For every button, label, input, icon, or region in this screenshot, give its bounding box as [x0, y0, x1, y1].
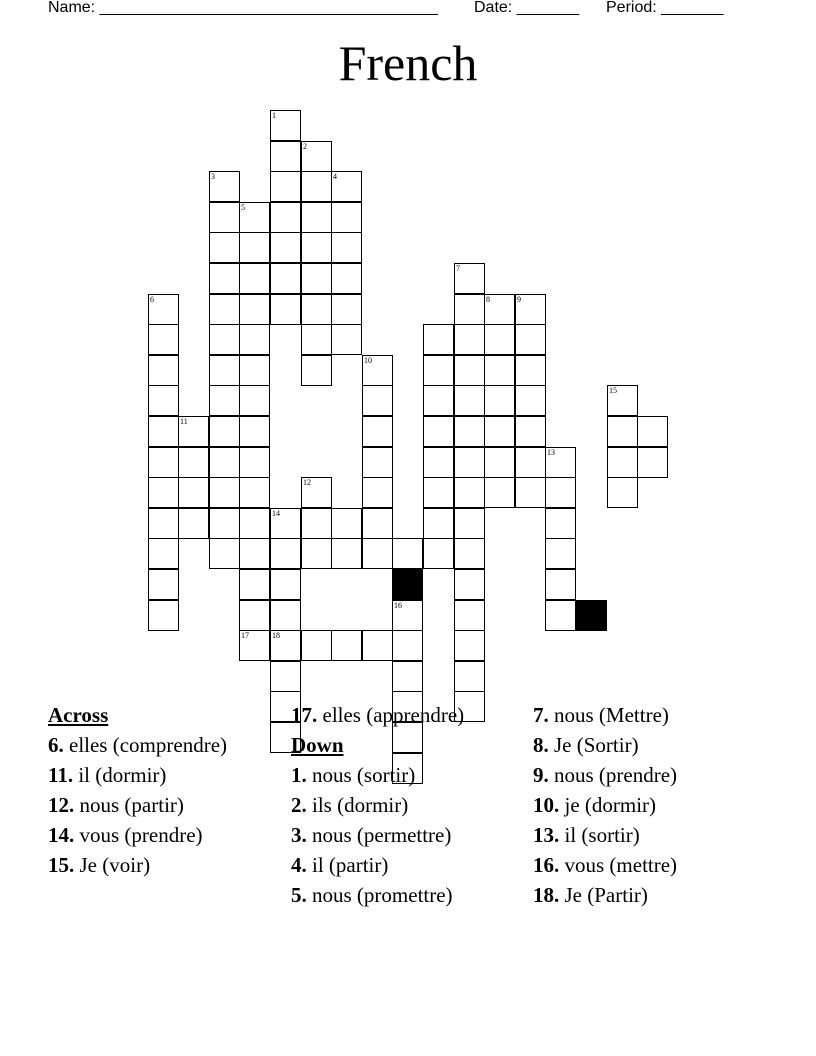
- crossword-cell[interactable]: [148, 477, 179, 508]
- crossword-cell[interactable]: [454, 661, 485, 692]
- down-clue: [533, 733, 763, 758]
- clue-text: Je (Partir): [564, 883, 648, 907]
- down-clue: [291, 763, 521, 788]
- clue-text: je (dormir): [564, 793, 657, 817]
- clue-number: 17.: [291, 703, 318, 727]
- crossword-cell[interactable]: [239, 508, 270, 539]
- clue-text: il (dormir): [78, 763, 167, 787]
- crossword-cell[interactable]: [301, 232, 332, 263]
- crossword-cell[interactable]: [148, 447, 179, 478]
- crossword-cell[interactable]: [423, 538, 454, 569]
- crossword-cell[interactable]: [515, 294, 546, 325]
- across-clue: [48, 853, 278, 878]
- across-clue: [48, 823, 278, 848]
- crossword-cell[interactable]: [362, 355, 393, 386]
- crossword-cell[interactable]: [362, 630, 393, 661]
- crossword-cell[interactable]: [545, 447, 576, 478]
- crossword-cell[interactable]: [484, 477, 515, 508]
- crossword-cell[interactable]: [515, 324, 546, 355]
- crossword-cell[interactable]: [270, 263, 301, 294]
- crossword-cell[interactable]: [239, 232, 270, 263]
- crossword-cell[interactable]: [423, 416, 454, 447]
- across-clue: [291, 703, 521, 728]
- clue-column-3: [533, 703, 763, 913]
- clue-text: ils (dormir): [312, 793, 409, 817]
- date-field[interactable]: Date: _______: [474, 0, 579, 16]
- crossword-cell[interactable]: [301, 141, 332, 172]
- crossword-cell[interactable]: [209, 232, 240, 263]
- crossword-cell[interactable]: [392, 661, 423, 692]
- crossword-cell[interactable]: [607, 447, 638, 478]
- crossword-cell[interactable]: [454, 324, 485, 355]
- crossword-cell[interactable]: [270, 600, 301, 631]
- cell-number: 14: [272, 509, 280, 518]
- crossword-cell[interactable]: [239, 263, 270, 294]
- clue-number: 9.: [533, 763, 549, 787]
- crossword-cell[interactable]: [331, 508, 362, 539]
- crossword-cell[interactable]: [454, 447, 485, 478]
- crossword-cell[interactable]: [270, 294, 301, 325]
- crossword-cell[interactable]: [484, 355, 515, 386]
- crossword-cell[interactable]: [484, 447, 515, 478]
- crossword-cell[interactable]: [209, 294, 240, 325]
- crossword-cell[interactable]: [270, 569, 301, 600]
- clue-text: nous (permettre): [312, 823, 452, 847]
- clue-column-1: [48, 703, 278, 883]
- crossword-cell[interactable]: [239, 538, 270, 569]
- clue-text: Je (Sortir): [554, 733, 639, 757]
- cell-number: 16: [394, 601, 402, 610]
- crossword-cell[interactable]: [301, 538, 332, 569]
- crossword-cell[interactable]: [270, 661, 301, 692]
- down-clue: [291, 793, 521, 818]
- crossword-cell[interactable]: [423, 324, 454, 355]
- crossword-cell[interactable]: [239, 630, 270, 661]
- down-clue: [533, 703, 763, 728]
- clue-number: 10.: [533, 793, 560, 817]
- crossword-cell[interactable]: [484, 416, 515, 447]
- clue-text: elles (comprendre): [69, 733, 228, 757]
- crossword-cell[interactable]: [454, 538, 485, 569]
- across-clue: [48, 793, 278, 818]
- crossword-cell[interactable]: [423, 447, 454, 478]
- crossword-cell[interactable]: [515, 416, 546, 447]
- crossword-cell[interactable]: [301, 508, 332, 539]
- cell-number: 4: [333, 172, 337, 181]
- crossword-cell[interactable]: [454, 294, 485, 325]
- crossword-cell[interactable]: [270, 508, 301, 539]
- cell-number: 15: [609, 386, 617, 395]
- crossword-cell[interactable]: [301, 324, 332, 355]
- crossword-cell[interactable]: [148, 508, 179, 539]
- crossword-cell[interactable]: [148, 294, 179, 325]
- clue-text: nous (partir): [79, 793, 184, 817]
- clue-text: nous (prendre): [554, 763, 678, 787]
- name-field[interactable]: Name: ______________________________________: [48, 0, 438, 16]
- clue-text: il (sortir): [564, 823, 640, 847]
- period-field[interactable]: Period: _______: [606, 0, 724, 16]
- cell-number: 17: [241, 631, 249, 640]
- crossword-cell[interactable]: [423, 508, 454, 539]
- down-clue: [533, 793, 763, 818]
- crossword-cell[interactable]: [270, 232, 301, 263]
- crossword-cell[interactable]: [239, 202, 270, 233]
- crossword-cell[interactable]: [607, 385, 638, 416]
- crossword-cell[interactable]: [148, 538, 179, 569]
- crossword-cell[interactable]: [178, 508, 209, 539]
- cell-number: 8: [486, 295, 490, 304]
- clue-number: 2.: [291, 793, 307, 817]
- clue-number: 6.: [48, 733, 64, 757]
- crossword-cell[interactable]: [392, 600, 423, 631]
- clue-text: vous (prendre): [79, 823, 203, 847]
- crossword-cell[interactable]: [239, 385, 270, 416]
- blocked-cell: [392, 569, 423, 600]
- crossword-cell[interactable]: [362, 538, 393, 569]
- down-clue: [533, 823, 763, 848]
- blocked-cell: [576, 600, 607, 631]
- crossword-cell[interactable]: [362, 477, 393, 508]
- page-title: French: [338, 35, 478, 91]
- down-clue: [533, 853, 763, 878]
- crossword-cell[interactable]: [270, 110, 301, 141]
- clue-number: 12.: [48, 793, 75, 817]
- crossword-cell[interactable]: [239, 294, 270, 325]
- clue-number: 3.: [291, 823, 307, 847]
- crossword-cell[interactable]: [423, 477, 454, 508]
- crossword-cell[interactable]: [454, 477, 485, 508]
- crossword-cell[interactable]: [209, 447, 240, 478]
- crossword-cell[interactable]: [454, 569, 485, 600]
- clue-column-2: [291, 703, 521, 913]
- crossword-cell[interactable]: [331, 630, 362, 661]
- cell-number: 9: [517, 295, 521, 304]
- crossword-cell[interactable]: [637, 416, 668, 447]
- crossword-cell[interactable]: [331, 294, 362, 325]
- crossword-cell[interactable]: [148, 416, 179, 447]
- crossword-cell[interactable]: [484, 294, 515, 325]
- crossword-cell[interactable]: [239, 447, 270, 478]
- crossword-cell[interactable]: [178, 447, 209, 478]
- crossword-cell[interactable]: [484, 385, 515, 416]
- crossword-cell[interactable]: [178, 416, 209, 447]
- crossword-cell[interactable]: [392, 538, 423, 569]
- crossword-cell[interactable]: [209, 385, 240, 416]
- crossword-cell[interactable]: [239, 416, 270, 447]
- clue-text: Je (voir): [79, 853, 151, 877]
- crossword-cell[interactable]: [545, 477, 576, 508]
- crossword-cell[interactable]: [148, 569, 179, 600]
- crossword-cell[interactable]: [331, 324, 362, 355]
- crossword-cell[interactable]: [209, 538, 240, 569]
- crossword-cell[interactable]: [239, 355, 270, 386]
- crossword-cell[interactable]: [454, 416, 485, 447]
- clue-number: 13.: [533, 823, 560, 847]
- cell-number: 2: [303, 142, 307, 151]
- crossword-cell[interactable]: [515, 355, 546, 386]
- crossword-cell[interactable]: [331, 232, 362, 263]
- down-heading: Down: [291, 733, 344, 757]
- crossword-cell[interactable]: [301, 171, 332, 202]
- cell-number: 12: [303, 478, 311, 487]
- clue-number: 18.: [533, 883, 560, 907]
- clue-number: 5.: [291, 883, 307, 907]
- down-clue: [291, 883, 521, 908]
- clue-text: il (partir): [312, 853, 389, 877]
- crossword-cell[interactable]: [607, 477, 638, 508]
- crossword-cell[interactable]: [270, 630, 301, 661]
- crossword-cell[interactable]: [331, 171, 362, 202]
- clue-number: 7.: [533, 703, 549, 727]
- crossword-cell[interactable]: [209, 171, 240, 202]
- crossword-cell[interactable]: [454, 385, 485, 416]
- across-heading: Across: [48, 703, 109, 727]
- crossword-cell[interactable]: [209, 477, 240, 508]
- crossword-cell[interactable]: [209, 263, 240, 294]
- crossword-cell[interactable]: [362, 447, 393, 478]
- crossword-cell[interactable]: [392, 630, 423, 661]
- crossword-cell[interactable]: [148, 385, 179, 416]
- crossword-cell[interactable]: [454, 355, 485, 386]
- crossword-cell[interactable]: [301, 202, 332, 233]
- clue-text: nous (sortir): [312, 763, 416, 787]
- crossword-cell[interactable]: [209, 416, 240, 447]
- clue-text: elles (apprendre): [322, 703, 465, 727]
- crossword-cell[interactable]: [454, 600, 485, 631]
- crossword-cell[interactable]: [301, 477, 332, 508]
- crossword-cell[interactable]: [239, 324, 270, 355]
- cell-number: 13: [547, 448, 555, 457]
- cell-number: 3: [211, 172, 215, 181]
- across-clue: [48, 733, 278, 758]
- cell-number: 10: [364, 356, 372, 365]
- crossword-cell[interactable]: [270, 538, 301, 569]
- crossword-cell[interactable]: [362, 508, 393, 539]
- crossword-cell[interactable]: [270, 171, 301, 202]
- crossword-cell[interactable]: [545, 569, 576, 600]
- crossword-cell[interactable]: [178, 477, 209, 508]
- crossword-cell[interactable]: [239, 477, 270, 508]
- crossword-cell[interactable]: [423, 355, 454, 386]
- cell-number: 7: [456, 264, 460, 273]
- clue-text: nous (Mettre): [554, 703, 669, 727]
- crossword-cell[interactable]: [515, 447, 546, 478]
- crossword-cell[interactable]: [454, 630, 485, 661]
- crossword-cell[interactable]: [331, 263, 362, 294]
- crossword-cell[interactable]: [270, 202, 301, 233]
- crossword-cell[interactable]: [515, 385, 546, 416]
- crossword-cell[interactable]: [301, 355, 332, 386]
- crossword-cell[interactable]: [545, 600, 576, 631]
- clue-number: 11.: [48, 763, 74, 787]
- down-clue: [533, 763, 763, 788]
- crossword-cell[interactable]: [148, 324, 179, 355]
- down-clue: [291, 853, 521, 878]
- clue-text: nous (promettre): [312, 883, 453, 907]
- crossword-cell[interactable]: [239, 569, 270, 600]
- cell-number: 1: [272, 111, 276, 120]
- crossword-cell[interactable]: [454, 263, 485, 294]
- across-clue: [48, 763, 278, 788]
- crossword-cell[interactable]: [331, 202, 362, 233]
- crossword-cell[interactable]: [209, 508, 240, 539]
- crossword-cell[interactable]: [545, 538, 576, 569]
- crossword-cell[interactable]: [148, 600, 179, 631]
- crossword-cell[interactable]: [270, 141, 301, 172]
- crossword-cell[interactable]: [545, 508, 576, 539]
- crossword-cell[interactable]: [515, 477, 546, 508]
- clue-number: 4.: [291, 853, 307, 877]
- crossword-cell[interactable]: [148, 355, 179, 386]
- clue-text: vous (mettre): [564, 853, 678, 877]
- crossword-cell[interactable]: [209, 202, 240, 233]
- crossword-cell[interactable]: [301, 630, 332, 661]
- crossword-cell[interactable]: [209, 355, 240, 386]
- clue-number: 1.: [291, 763, 307, 787]
- clue-number: 8.: [533, 733, 549, 757]
- crossword-cell[interactable]: [362, 416, 393, 447]
- cell-number: 11: [180, 417, 188, 426]
- clue-number: 14.: [48, 823, 75, 847]
- crossword-cell[interactable]: [239, 600, 270, 631]
- clue-number: 16.: [533, 853, 560, 877]
- crossword-cell[interactable]: [484, 324, 515, 355]
- cell-number: 18: [272, 631, 280, 640]
- crossword-cell[interactable]: [607, 416, 638, 447]
- cell-number: 5: [241, 203, 245, 212]
- crossword-cell[interactable]: [301, 263, 332, 294]
- cell-number: 6: [150, 295, 154, 304]
- crossword-cell[interactable]: [331, 538, 362, 569]
- clue-number: 15.: [48, 853, 75, 877]
- crossword-cell[interactable]: [301, 294, 332, 325]
- crossword-cell[interactable]: [454, 508, 485, 539]
- crossword-cell[interactable]: [209, 324, 240, 355]
- crossword-cell[interactable]: [423, 385, 454, 416]
- down-clue: [533, 883, 763, 908]
- crossword-cell[interactable]: [637, 447, 668, 478]
- down-clue: [291, 823, 521, 848]
- crossword-cell[interactable]: [362, 385, 393, 416]
